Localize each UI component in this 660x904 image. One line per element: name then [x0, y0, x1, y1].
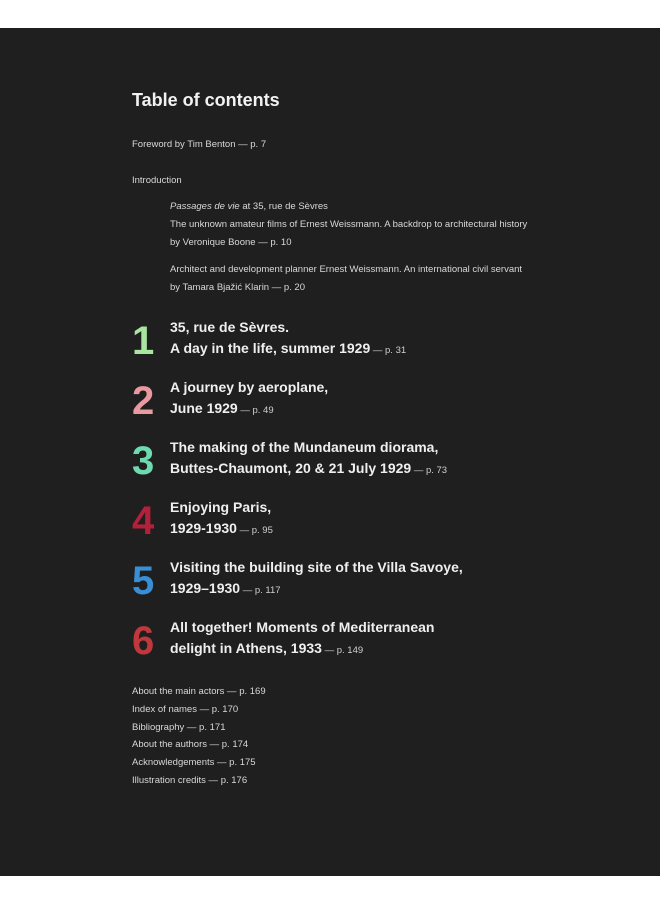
intro-essay-1[interactable] [170, 198, 527, 252]
chapter-title-line2-text: A day in the life, summer 1929 [170, 340, 371, 356]
chapter-title-line2-text: delight in Athens, 1933 [170, 640, 322, 656]
chapter-number: 2 [132, 379, 155, 423]
chapter-title-line1: Visiting the building site of the Villa Savoye, [170, 559, 463, 575]
toc-page [0, 28, 660, 876]
essay-2-title: Architect and development planner Ernest Weissmann. An international civil servant [170, 264, 523, 275]
chapter-title-line2 [170, 518, 273, 541]
chapter-1[interactable] [132, 317, 612, 367]
back-matter-item-actors[interactable]: About the main actors — p. 169 [132, 686, 266, 697]
chapter-number: 3 [132, 439, 155, 483]
chapter-title-line2 [170, 578, 463, 601]
chapter-title [170, 557, 463, 601]
back-matter-item-acknowledgements[interactable]: Acknowledgements — p. 175 [132, 757, 256, 769]
back-matter-list [132, 683, 266, 790]
chapter-title-line1: All together! Moments of Mediterranean [170, 619, 435, 635]
chapter-title [170, 617, 434, 661]
intro-essay-2[interactable] [170, 261, 522, 297]
chapter-page-ref: — p. 49 [237, 405, 274, 416]
back-matter-item-credits[interactable]: Illustration credits — p. 176 [132, 774, 248, 786]
essay-1-subtitle: The unknown amateur films of Ernest Weissmann. A backdrop to architectural history [170, 219, 528, 230]
chapter-title-line2 [170, 338, 406, 361]
chapter-title-line2 [170, 458, 447, 481]
essay-1-title-italic: Passages de vie [170, 201, 240, 212]
back-matter-item-bibliography[interactable]: Bibliography — p. 171 [132, 721, 226, 733]
chapter-title-line2-text: 1929-1930 [170, 520, 237, 536]
chapter-number: 1 [132, 319, 155, 363]
chapter-6[interactable] [132, 617, 612, 667]
chapter-title [170, 317, 406, 361]
chapter-number: 4 [132, 499, 155, 543]
chapter-title [170, 437, 447, 481]
chapter-title-line1: Enjoying Paris, [170, 499, 272, 515]
chapter-2[interactable] [132, 377, 612, 427]
chapter-page-ref: — p. 31 [370, 345, 407, 356]
chapter-title-line2-text: 1929–1930 [170, 580, 241, 596]
chapter-title-line2 [170, 398, 328, 421]
essay-2-author: by Tamara Bjažić Klarin — p. 20 [170, 282, 305, 293]
introduction-heading: Introduction [132, 175, 182, 186]
chapter-number: 5 [132, 559, 155, 603]
chapter-number: 6 [132, 619, 155, 663]
chapter-5[interactable] [132, 557, 612, 607]
chapter-page-ref: — p. 117 [240, 585, 281, 596]
chapter-title-line1: A journey by aeroplane, [170, 379, 329, 395]
back-matter-item-index[interactable]: Index of names — p. 170 [132, 703, 239, 715]
essay-1-title-rest: at 35, rue de Sèvres [239, 201, 328, 212]
page-title: Table of contents [132, 90, 280, 110]
chapter-title [170, 497, 273, 541]
chapter-title-line1: The making of the Mundaneum diorama, [170, 439, 439, 455]
chapter-title-line2-text: Buttes-Chaumont, 20 & 21 July 1929 [170, 460, 412, 476]
essay-1-title [170, 198, 527, 216]
foreword-entry[interactable]: Foreword by Tim Benton — p. 7 [132, 139, 267, 150]
chapter-3[interactable] [132, 437, 612, 487]
chapter-title-line1: 35, rue de Sèvres. [170, 319, 290, 335]
chapter-title [170, 377, 328, 421]
back-matter-item-authors[interactable]: About the authors — p. 174 [132, 739, 249, 751]
essay-1-author: by Veronique Boone — p. 10 [170, 237, 292, 248]
chapter-title-line2 [170, 638, 434, 661]
chapter-page-ref: — p. 95 [236, 525, 273, 536]
chapter-title-line2-text: June 1929 [170, 400, 238, 416]
chapter-page-ref: — p. 73 [411, 465, 448, 476]
chapter-page-ref: — p. 149 [321, 645, 364, 656]
chapter-4[interactable] [132, 497, 612, 547]
